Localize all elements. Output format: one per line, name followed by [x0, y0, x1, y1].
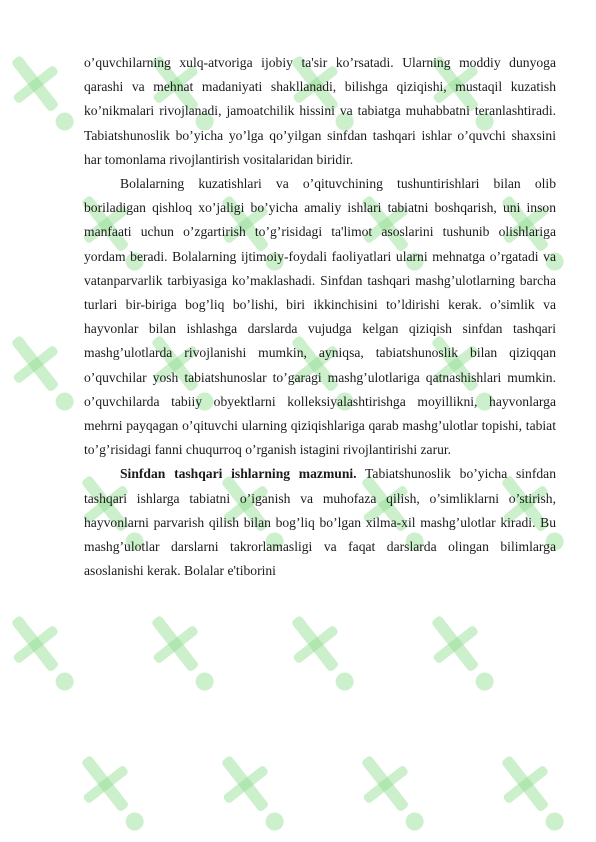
watermark-mark — [0, 322, 91, 424]
section-heading-inline: Sinfdan tashqari ishlarning mazmuni. — [120, 466, 357, 482]
watermark-mark — [65, 742, 161, 842]
paragraph-3 — [84, 462, 556, 583]
watermark-mark — [0, 42, 91, 144]
watermark-mark — [135, 602, 231, 704]
watermark-mark — [205, 742, 301, 842]
watermark-mark — [485, 742, 581, 842]
paragraph-1: o’quvchilarning xulq-atvoriga ijobiy ta'sir ko’rsatadi. Ularning moddiy dunyoga qarashi va mehnat madaniyati shakllanadi, bilishga qiziqishi, mustaqil kuzatish ko’nikmalari rivojlanadi, jamoatchilik hissini va tabiatga muhabbatni teranlashtiradi. Tabiatshunoslik bo’yicha yo’lga qo’yilgan sinfdan tashqari ishlar o’quvchi shaxsini har tomonlama rivojlantirish vositalaridan biridir. — [84, 55, 556, 167]
document-body — [84, 51, 556, 583]
paragraph-2: Bolalarning kuzatishlari va o’qituvchining tushuntirishlari bilan olib boriladigan qishloq xo’jaligi bo’yicha amaliy ishlari tabiatni boshqarish, uni inson manfaati uchun o’zgartirish to’g’risidagi ta'limot asoslarini tushunib olishlariga yordam beradi. Bolalarning ijtimoiy-foydali faoliyatlari ularni mehnatga o’rgatadi va vatanparvarlik tarbiyasiga ko’maklashadi. Sinfdan tashqari mashg’ulotlarning barcha turlari bir-biriga bog’liq bo’lishi, biri ikkinchisini to’ldirishi kerak. o’simlik va hayvonlar bilan ishlashga darslarda vujudga kelgan qiziqish sinfdan tashqari mashg’ulotlarda rivojlanishi mumkin, ayniqsa, tabiatshunoslik bilan qiziqqan o’quvchilar yosh tabiatshunoslar to’garagi mashg’ulotlariga qatnashishlari mumkin. o’quvchilarda tabiiy obyektlarni kolleksiyalashtirishga moyillikni, hayvonlarga mehrni payqagan o’qituvchi ularning qiziqishlariga qarab mashg’ulotlar topishi, tabiat to’g’risidagi fanni chuqurroq o’rganish istagini rivojlantirishi zarur. — [84, 176, 556, 458]
watermark-mark — [275, 602, 371, 704]
watermark-mark — [415, 602, 511, 704]
watermark-mark — [345, 742, 441, 842]
watermark-mark — [0, 602, 91, 704]
paragraph-3-text: Tabiatshunoslik bo’yicha sinfdan tashqari ishlarga tabiatni o’iganish va muhofaza qilish, o’simliklarni o’stirish, hayvonlarni parvarish qilish bilan bog’liq bo’lgan xilma-xil mashg’ulotlar kiradi. Bu mashg’ulotlar darslarni takrorlamasligi va faqat darslarda olingan bilimlarga asoslanishi kerak. Bolalar e'tiborini — [84, 466, 556, 579]
